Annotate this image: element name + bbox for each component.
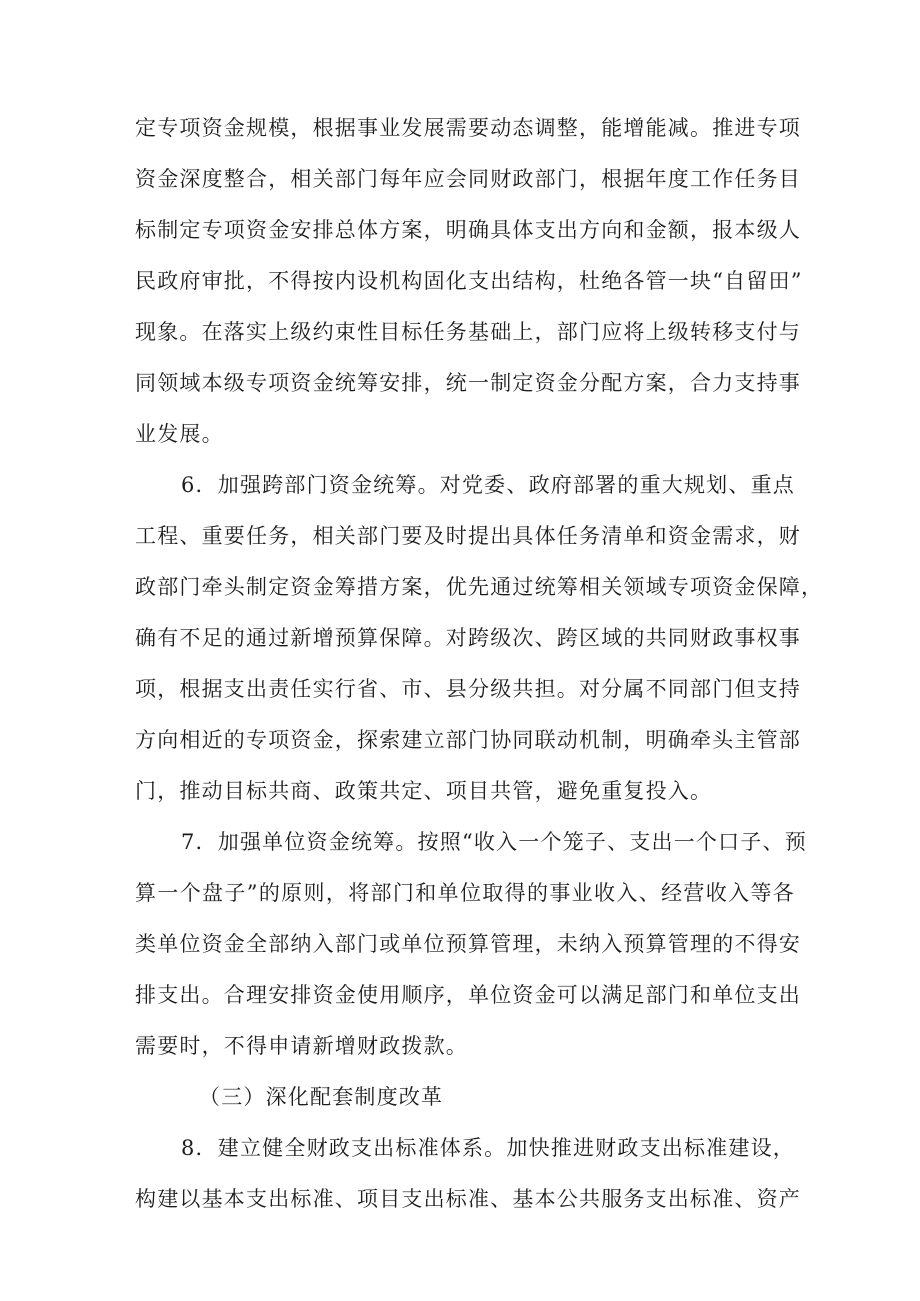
text-line: 构建以基本支出标准、项目支出标准、基本公共服务支出标准、资产 <box>135 1187 801 1211</box>
section-heading: （三）深化配套制度改革 <box>199 1085 444 1109</box>
text-line: 民政府审批，不得按内设机构固化支出结构，杜绝各管一块“自留田” <box>135 269 803 293</box>
text-line: 同领域本级专项资金统筹安排，统一制定资金分配方案，合力支持事 <box>135 371 801 395</box>
text-line: 门，推动目标共商、政策共定、项目共管，避免重复投入。 <box>135 779 713 803</box>
text-line: 业发展。 <box>135 422 224 446</box>
text-line: 方向相近的专项资金，探索建立部门协同联动机制，明确牵头主管部 <box>135 728 801 752</box>
text-line: 资金深度整合，相关部门每年应会同财政部门，根据年度工作任务目 <box>135 167 801 191</box>
paragraph-7-first-line: 7．加强单位资金统筹。按照“收入一个笼子、支出一个口子、预 <box>181 830 807 854</box>
text-line: 项，根据支出责任实行省、市、县分级共担。对分属不同部门但支持 <box>135 677 801 701</box>
text-line: 工程、重要任务，相关部门要及时提出具体任务清单和资金需求，财 <box>135 524 801 548</box>
text-line: 排支出。合理安排资金使用顺序，单位资金可以满足部门和单位支出 <box>135 983 801 1007</box>
text-line: 现象。在落实上级约束性目标任务基础上，部门应将上级转移支付与 <box>135 320 801 344</box>
text-line: 政部门牵头制定资金筹措方案，优先通过统筹相关领域专项资金保障， <box>135 575 824 599</box>
text-line: 类单位资金全部纳入部门或单位预算管理，未纳入预算管理的不得安 <box>135 932 801 956</box>
text-line: 需要时，不得申请新增财政拨款。 <box>135 1034 468 1058</box>
text-line: 标制定专项资金安排总体方案，明确具体支出方向和金额，报本级人 <box>135 218 801 242</box>
paragraph-8-first-line: 8．建立健全财政支出标准体系。加快推进财政支出标准建设， <box>181 1136 795 1160</box>
text-line: 算一个盘子”的原则，将部门和单位取得的事业收入、经营收入等各 <box>135 881 795 905</box>
text-line: 定专项资金规模，根据事业发展需要动态调整，能增能减。推进专项 <box>135 116 801 140</box>
text-line: 确有不足的通过新增预算保障。对跨级次、跨区域的共同财政事权事 <box>135 626 801 650</box>
paragraph-6-first-line: 6．加强跨部门资金统筹。对党委、政府部署的重大规划、重点 <box>181 473 795 497</box>
